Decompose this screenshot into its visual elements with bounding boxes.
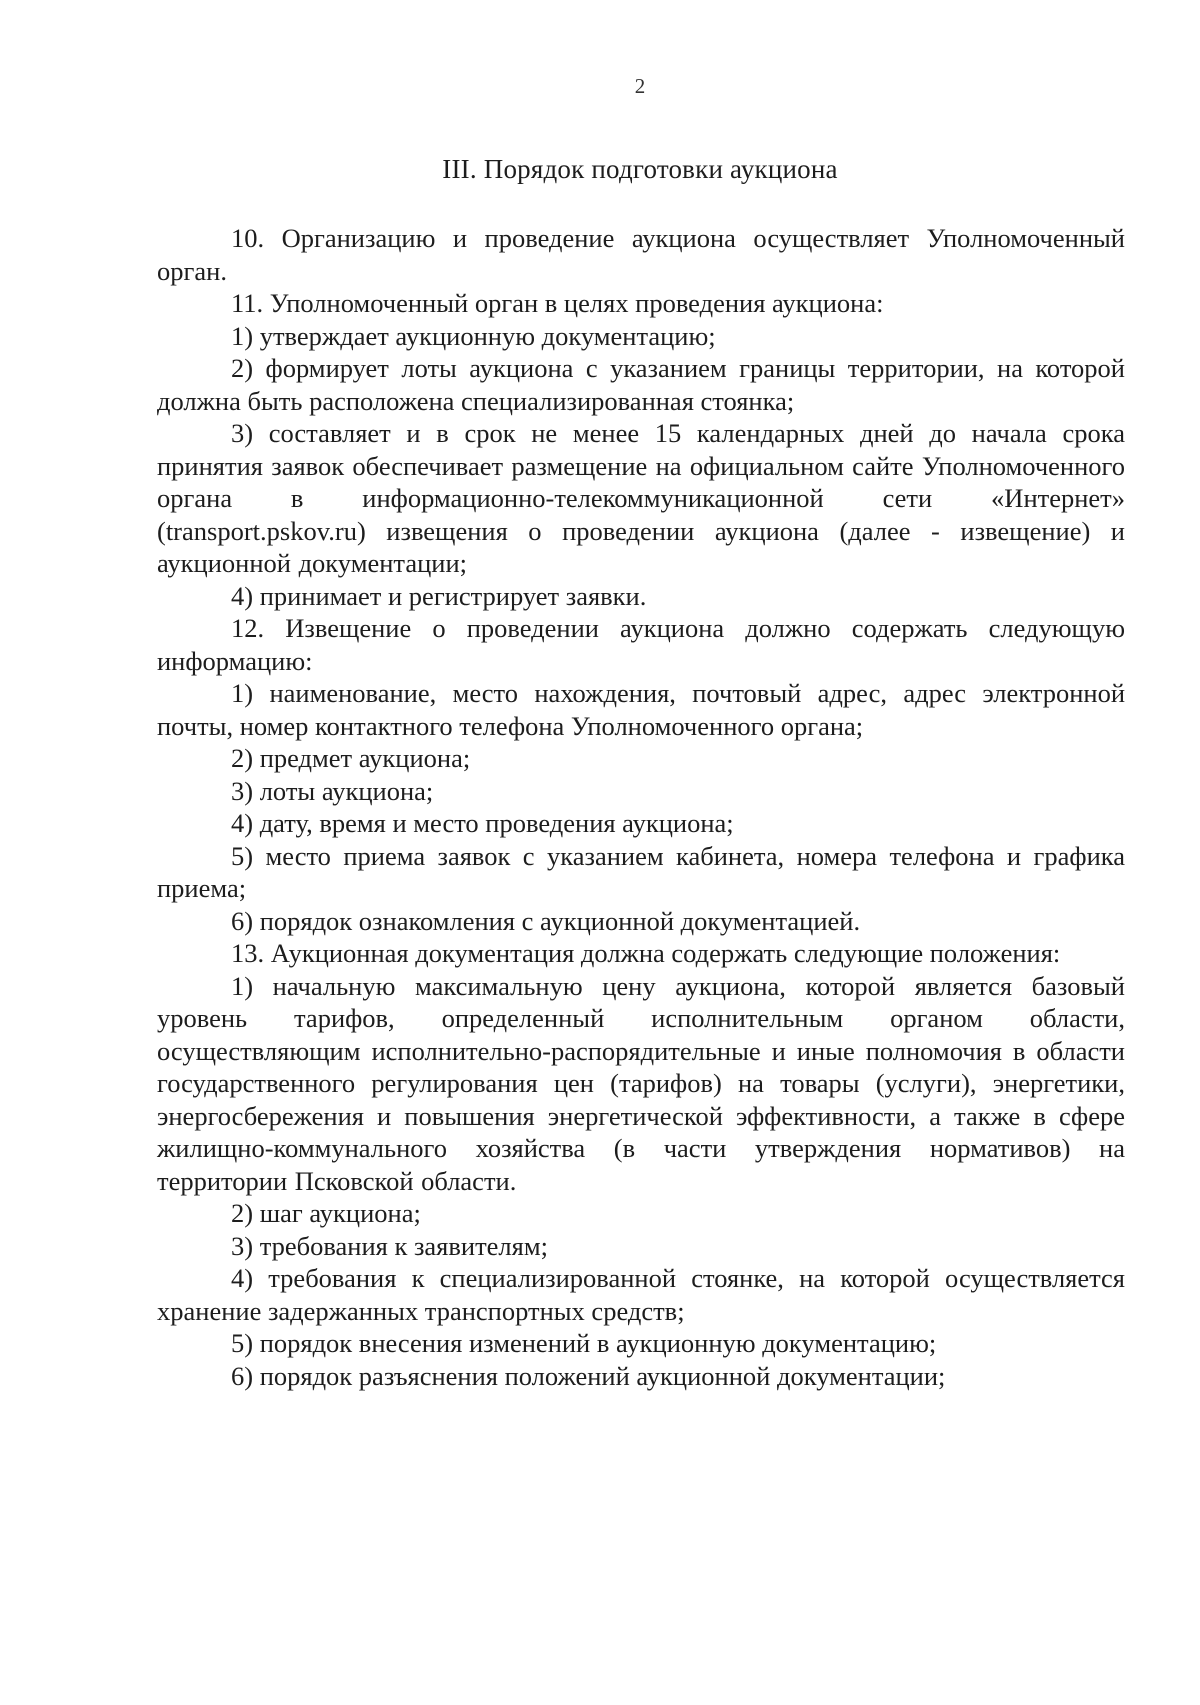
page-number: 2 <box>634 74 646 98</box>
paragraph-12: 12. Извещение о проведении аукциона должно содержать следующую информацию: <box>157 613 1125 676</box>
paragraph-13: 13. Аукционная документация должна содержать следующие положения: <box>231 938 1061 968</box>
list-item-12-3: 3) лоты аукциона; <box>231 775 434 806</box>
list-item-13-4: 4) требования к специализированной стоянке, на которой осуществляется хранение задержанных транспортных средств; <box>157 1263 1125 1326</box>
paragraph-11: 11. Уполномоченный орган в целях проведения аукциона: <box>231 288 884 318</box>
list-item-11-4: 4) принимает и регистрирует заявки. <box>231 580 647 611</box>
document-body <box>157 222 1125 1392</box>
paragraph-10: 10. Организацию и проведение аукциона осуществляет Уполномоченный орган. <box>157 223 1125 286</box>
list-item-13-2: 2) шаг аукциона; <box>231 1198 421 1228</box>
list-item-12-4: 4) дату, время и место проведения аукциона; <box>231 808 734 838</box>
list-item-13-6: 6) порядок разъяснения положений аукционной документации; <box>231 1360 946 1391</box>
list-item-13-5: 5) порядок внесения изменений в аукционную документацию; <box>231 1328 937 1358</box>
list-item-12-6: 6) порядок ознакомления с аукционной документацией. <box>231 905 861 936</box>
list-item-11-3: 3) составляет и в срок не менее 15 календарных дней до начала срока принятия заявок обеспечивает размещение на официальном сайте Уполномоченного органа в информационно-телекоммуникационной сети «Интернет» (transport.pskov.ru) извещения о проведении аукциона (далее - извещение) и аукционной документации; <box>157 418 1125 578</box>
list-item-12-5: 5) место приема заявок с указанием кабинета, номера телефона и графика приема; <box>157 840 1125 903</box>
list-item-11-1: 1) утверждает аукционную документацию; <box>231 320 716 351</box>
list-item-13-1: 1) начальную максимальную цену аукциона, которой является базовый уровень тарифов, определенный исполнительным органом области, осуществляющим исполнительно-распорядительные и иные полномочия в области государственного регулирования цен (тарифов) на товары (услуги), энергетики, энергосбережения и повышения энергетической эффективности, а также в сфере жилищно-коммунального хозяйства (в части утверждения нормативов) на территории Псковской области. <box>157 970 1125 1196</box>
list-item-12-1: 1) наименование, место нахождения, почтовый адрес, адрес электронной почты, номер контактного телефона Уполномоченного органа; <box>157 678 1125 741</box>
list-item-11-2: 2) формирует лоты аукциона с указанием границы территории, на которой должна быть расположена специализированная стоянка; <box>157 353 1125 416</box>
list-item-12-2: 2) предмет аукциона; <box>231 743 471 773</box>
list-item-13-3: 3) требования к заявителям; <box>231 1230 548 1261</box>
section-heading: III. Порядок подготовки аукциона <box>442 154 838 184</box>
